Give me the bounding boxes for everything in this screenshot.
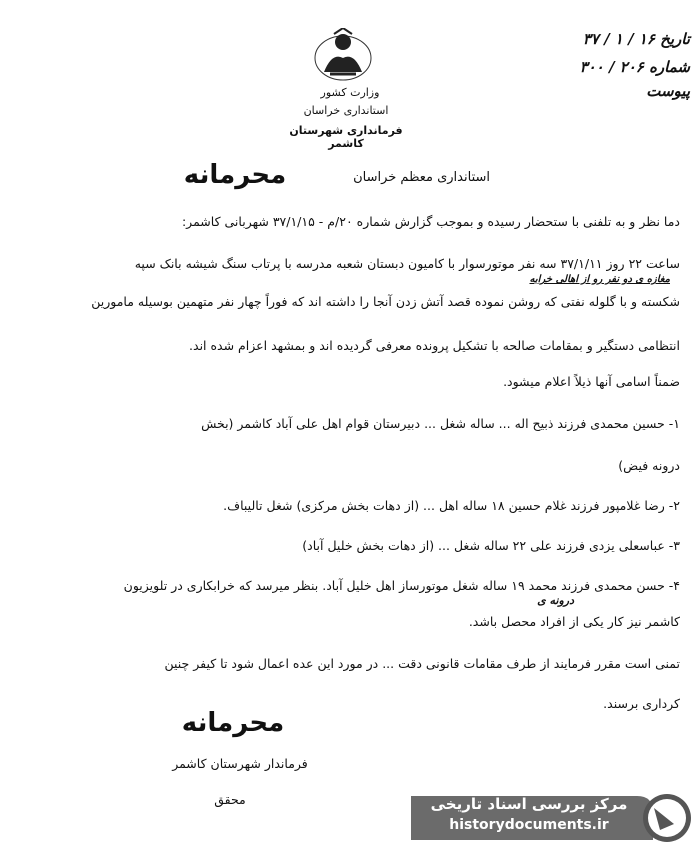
list-item-2: ۲- رضا غلامپور فرزند غلام حسین ۱۸ ساله اهل ... (از دهات بخش مرکزی) شغل تالیباف. (223, 498, 680, 513)
watermark-url: historydocuments.ir (449, 817, 609, 833)
date-row (540, 30, 690, 48)
body-line-2: ساعت ۲۲ روز ۳۷/۱/۱۱ سه نفر موتورسوار با کامیون دبستان شعبه مدرسه با پرتاب سنگ شیشه بانک سپه (134, 256, 680, 271)
list-item-1: ۱- حسین محمدی فرزند ذبیح اله ... ساله شغل ... دبیرستان قوام اهل علی آباد کاشمر (بخش (201, 416, 680, 431)
watermark-logo-icon (640, 790, 694, 846)
attachment-label: پیوست (646, 82, 690, 100)
closing-line-2: کرداری برسند. (603, 696, 680, 711)
list-item-4-note: درونه ی (537, 594, 574, 607)
signature-name: محقق (214, 792, 246, 807)
list-item-4-cont: کاشمر نیز کار یکی از افراد محصل باشد. (468, 614, 680, 629)
date-label: تاریخ (660, 30, 690, 48)
number-label: شماره (649, 58, 690, 76)
list-item-3: ۳- عباسعلی یزدی فرزند علی ۲۲ ساله شغل ... (از دهات بخش خلیل آباد) (302, 538, 680, 553)
addressee: استانداری معظم خراسان (353, 170, 490, 185)
body-line-2-note: مغازه ی دو نفر رو از اهالی خرابه (529, 274, 670, 285)
emblem-icon (312, 28, 374, 84)
number-row (540, 58, 690, 76)
office-name: فرمانداری شهرستان کاشمر (289, 124, 403, 150)
body-line-5: ضمناً اسامی آنها ذیلاً اعلام میشود. (503, 374, 680, 389)
date-value: ۱۶ / ۱ / ۳۷ (582, 30, 655, 48)
classification-stamp-bottom: محرمانه (181, 708, 285, 738)
ministry-name: وزارت کشور (320, 86, 380, 99)
number-value: ۲۰۶ / ۳۰۰ (579, 58, 644, 76)
province-name: استانداری خراسان (303, 104, 389, 117)
classification-stamp: محرمانه (183, 160, 287, 190)
body-line-4: انتظامی دستگیر و بمقامات صالحه با تشکیل پرونده معرفی گردیده اند و بمشهد اعزام شده اند. (189, 338, 680, 353)
body-line-3: شکسته و با گلوله نفتی که روشن نموده قصد آتش زدن آنجا را داشته اند که فوراً چهار نفر متهمین بوسیله مامورین (91, 294, 680, 309)
list-item-1-cont: درونه فیض) (618, 458, 680, 473)
signature-title: فرماندار شهرستان کاشمر (172, 756, 308, 771)
watermark-text: مرکز بررسی اسناد تاریخی (430, 795, 628, 813)
body-line-1: دما نظر و به تلفنی با ستحضار رسیده و بموجب گزارش شماره ۲۰/م - ۳۷/۱/۱۵ شهربانی کاشمر: (181, 214, 680, 229)
closing-line-1: تمنی است مقرر فرمایند از طرف مقامات قانونی دقت ... در مورد این عده اعمال شود تا کیفر چنین (164, 656, 680, 671)
list-item-4: ۴- حسن محمدی فرزند محمد ۱۹ ساله شغل موتورساز اهل خلیل آباد. بنظر میرسد که خرابکاری در تلویزیون (123, 578, 680, 593)
